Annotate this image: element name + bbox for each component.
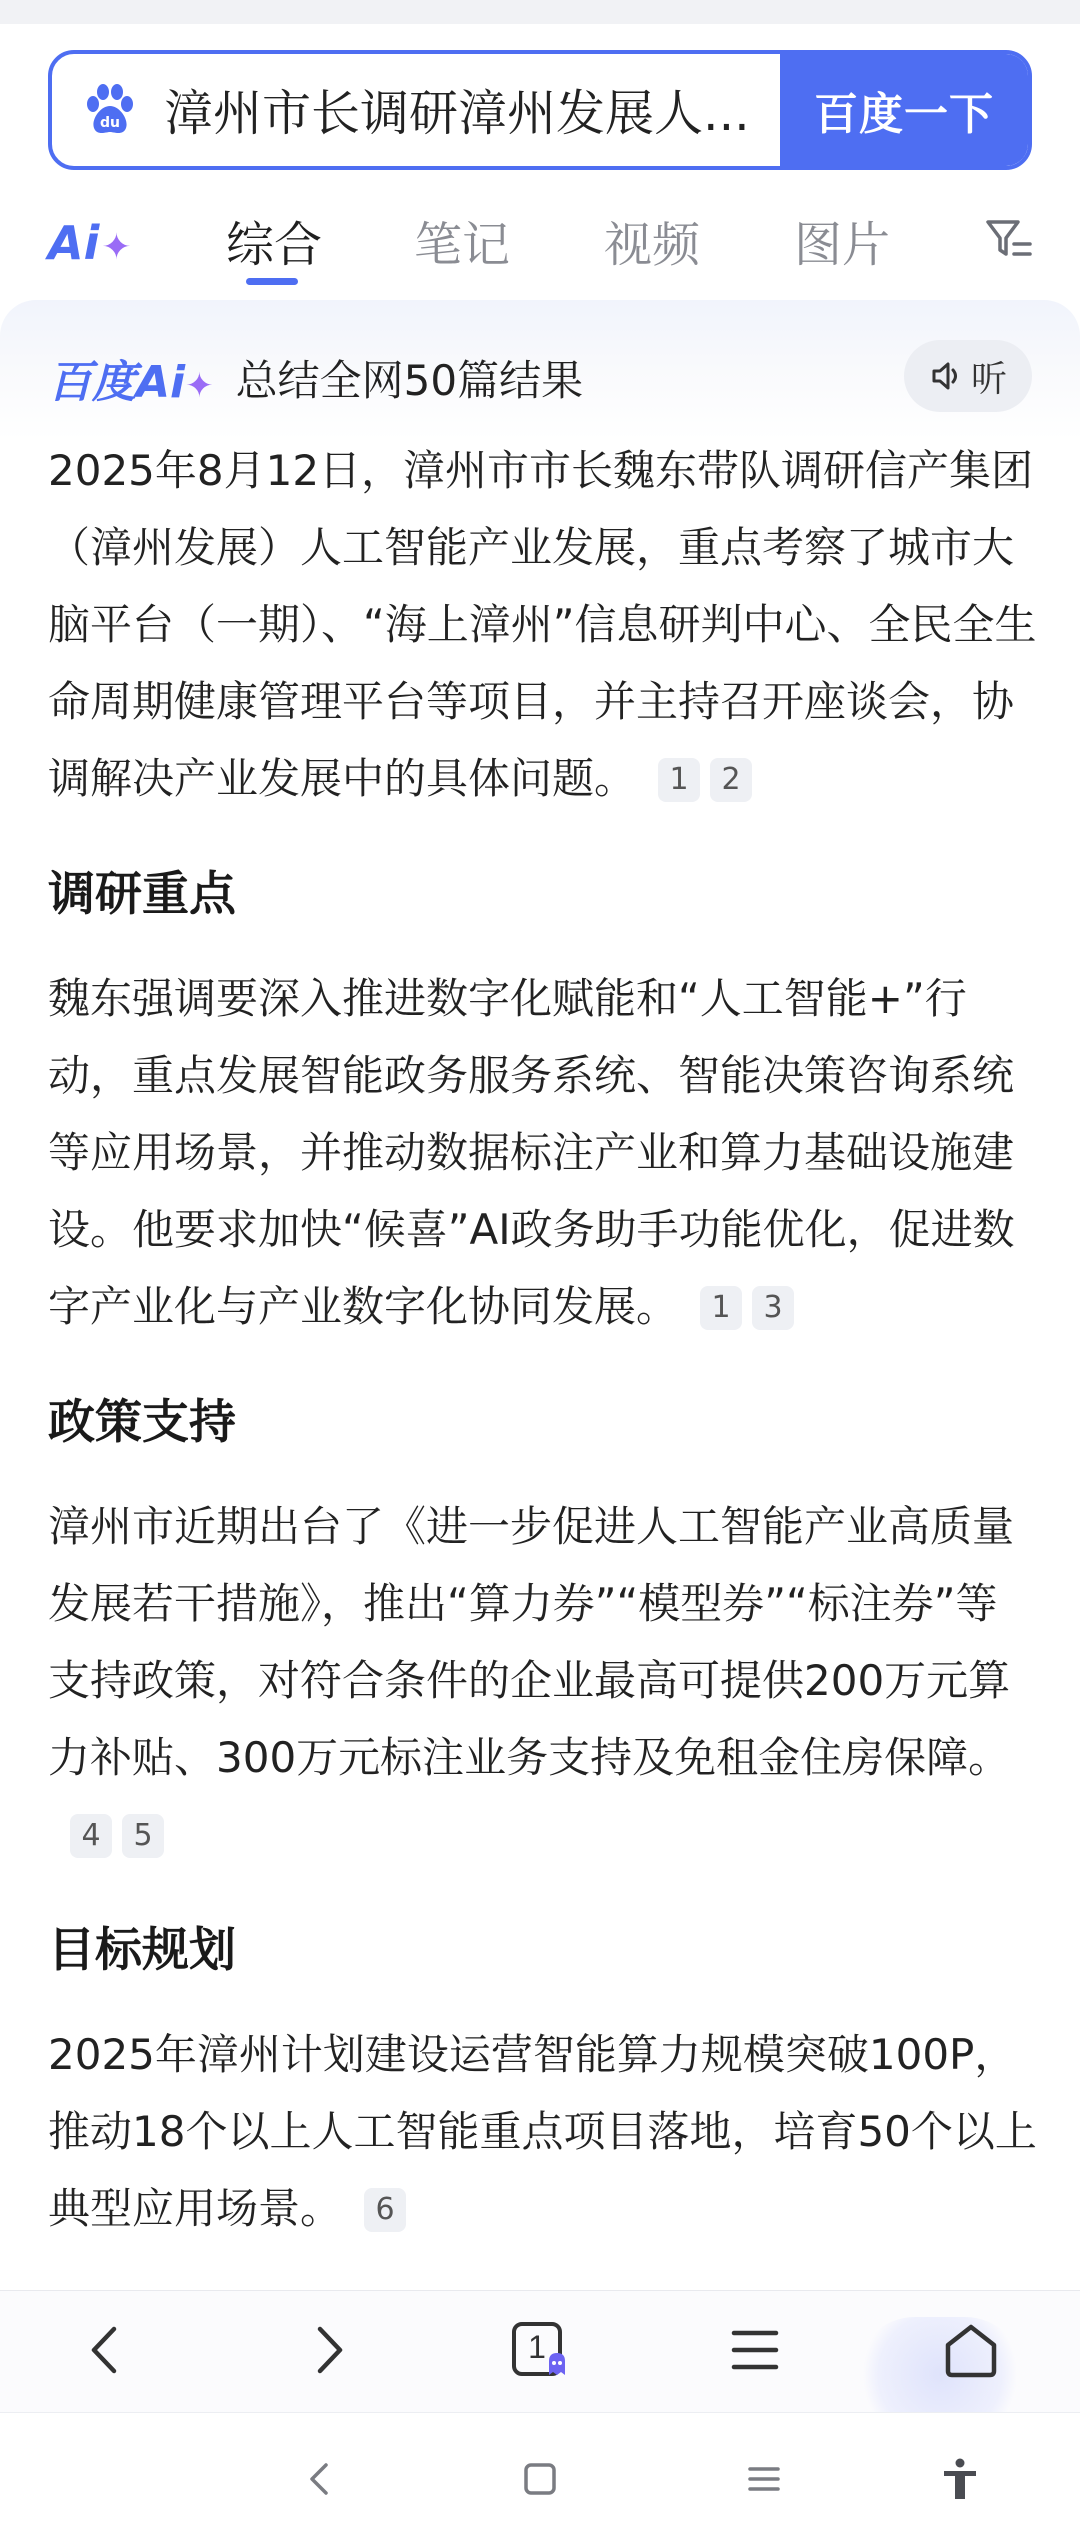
forward-arrow-icon[interactable] (292, 2315, 362, 2385)
intro-text: 2025年8月12日，漳州市市长魏东带队调研信产集团（漳州发展）人工智能产业发展，重点考察了城市大脑平台（一期）、“海上漳州”信息研判中心、全民全生命周期健康管理平台等项目，并主持召开座谈会，协调解决产业发展中的具体问题。 (48, 446, 1037, 803)
brand-label: 百度Ai (48, 357, 186, 408)
tab-notes[interactable]: 笔记 (414, 217, 511, 273)
filter-icon[interactable] (984, 214, 1034, 264)
system-nav-bar (0, 2412, 1080, 2542)
baidu-paw-icon (82, 82, 138, 138)
home-icon[interactable] (936, 2315, 1006, 2385)
speaker-icon (929, 358, 965, 394)
listen-label: 听 (970, 358, 1007, 400)
sparkle-icon: ✦ (101, 227, 132, 268)
status-bar (0, 0, 1080, 24)
section-heading: 调研重点 (48, 867, 236, 922)
result-tabs (0, 196, 1080, 286)
back-arrow-icon[interactable] (72, 2315, 142, 2385)
browser-toolbar (0, 2290, 1080, 2413)
search-box[interactable] (48, 50, 1032, 170)
ai-tab[interactable] (48, 216, 132, 270)
citation-badge[interactable]: 1 (700, 1286, 742, 1330)
sparkle-icon: ✦ (185, 366, 214, 406)
citation-badge[interactable]: 5 (122, 1814, 164, 1858)
search-query-text[interactable]: 漳州市长调研漳州发展人... (164, 85, 750, 142)
citation-badge[interactable]: 4 (70, 1814, 112, 1858)
ai-tab-label: Ai (48, 216, 100, 270)
summary-content (48, 432, 1038, 2247)
citation-badge[interactable]: 1 (658, 758, 700, 802)
section-text: 漳州市近期出台了《进一步促进人工智能产业高质量发展若干措施》，推出“算力券”“模型券”“标注券”等支持政策，对符合条件的企业最高可提供200万元算力补贴、300万元标注业务支持及免租金住房保障。 (48, 1502, 1015, 1782)
intro-paragraph (48, 432, 1038, 817)
listen-button[interactable] (904, 340, 1032, 412)
ai-summary-card (0, 300, 1080, 2300)
citation-badge[interactable]: 3 (752, 1286, 794, 1330)
nav-recents-icon[interactable] (740, 2455, 788, 2503)
section-text: 魏东强调要深入推进数字化赋能和“人工智能+”行动，重点发展智能政务服务系统、智能决策咨询系统等应用场景，并推动数据标注产业和算力基础设施建设。他要求加快“候喜”AI政务助手功能优化，促进数字产业化与产业数字化协同发展。 (48, 974, 1015, 1331)
card-header (48, 348, 583, 408)
baidu-ai-logo (48, 346, 214, 410)
search-button[interactable]: 百度一下 (780, 54, 1028, 166)
accessibility-icon[interactable] (936, 2455, 984, 2503)
tab-images[interactable]: 图片 (794, 217, 891, 273)
citation-badge[interactable]: 2 (710, 758, 752, 802)
section-paragraph (48, 1488, 1038, 1873)
section-paragraph (48, 2016, 1038, 2247)
active-tab-indicator (246, 278, 298, 285)
summary-title: 总结全网50篇结果 (235, 356, 584, 405)
section-heading: 目标规划 (48, 1923, 236, 1978)
section-text: 2025年漳州计划建设运营智能算力规模突破100P，推动18个以上人工智能重点项目落地，培育50个以上典型应用场景。 (48, 2030, 1037, 2233)
section-heading: 政策支持 (48, 1395, 236, 1450)
section-paragraph (48, 960, 1038, 1345)
menu-icon[interactable] (720, 2315, 790, 2385)
nav-home-icon[interactable] (516, 2455, 564, 2503)
tab-video[interactable]: 视频 (604, 217, 701, 273)
search-input[interactable] (52, 54, 780, 166)
tab-comprehensive[interactable]: 综合 (226, 217, 323, 273)
tab-count: 1 (528, 2329, 546, 2365)
nav-back-icon[interactable] (296, 2455, 344, 2503)
svg-text:du: du (100, 115, 120, 131)
citation-badge[interactable]: 6 (364, 2188, 406, 2232)
tabs-icon[interactable] (505, 2315, 575, 2385)
